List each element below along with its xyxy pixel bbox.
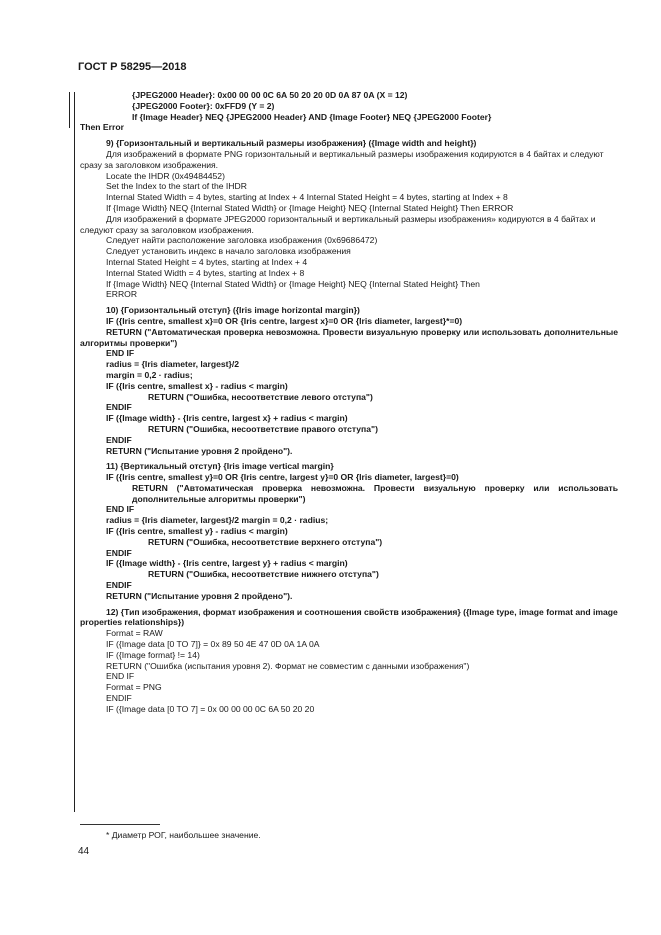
text-line: IF ({Image data [0 TO 7] = 0x 00 00 00 0C 6A 50 20 20 — [106, 703, 315, 714]
margin-rule-inner — [74, 92, 75, 812]
text-line: 9) {Горизонтальный и вертикальный размеры изображения} ({Image width and height}) — [106, 138, 477, 149]
text-line: Format = RAW — [106, 628, 163, 639]
text-line: END IF — [106, 504, 135, 515]
page-number: 44 — [78, 846, 90, 857]
text-line: {JPEG2000 Header}: 0x00 00 00 0C 6A 50 20 20 0D 0A 87 0A (X = 12) — [132, 90, 408, 100]
text-line: IF ({Iris centre, smallest y}=0 OR {Iris centre, largest y}=0 OR {Iris diameter, largest}=0) — [106, 472, 459, 483]
text-line: If {Image Width} NEQ {Internal Stated Width} or {Image Height} NEQ {Internal Stated Height} Then — [106, 278, 480, 289]
text-line: IF ({Iris centre, smallest x}=0 OR {Iris centre, largest x}=0 OR {Iris diameter, largest}*=0) — [106, 315, 463, 326]
footnote-separator — [80, 824, 160, 825]
text-line: ENDIF — [106, 402, 132, 413]
text-line: Internal Stated Width = 4 bytes, starting at Index + 8 — [106, 267, 305, 278]
text-line: 12) {Тип изображения, формат изображения и соотношения свойств изображения} ({Image type, image format and image properties relationships}) — [80, 606, 618, 628]
text-line: RETURN ("Ошибка, несоответствие левого отступа") — [148, 391, 373, 402]
text-line: RETURN ("Ошибка, несоответствие нижнего отступа") — [148, 569, 379, 580]
text-line: {JPEG2000 Footer}: 0xFFD9 (Y = 2) — [132, 100, 275, 111]
text-line: END IF — [106, 348, 135, 359]
document-header: ГОСТ Р 58295—2018 — [78, 61, 187, 73]
text-line: radius = {Iris diameter, largest}/2 margin = 0,2 · radius; — [106, 515, 329, 526]
text-line: IF ({Image data [0 TO 7]} = 0x 89 50 4E 47 0D 0A 1A 0A — [106, 639, 320, 650]
footnote: * Диаметр РОГ, наибольшее значение. — [106, 830, 261, 840]
text-line: Internal Stated Width = 4 bytes, starting at Index + 4 Internal Stated Height = 4 bytes, starting at Index + 8 — [106, 192, 508, 203]
text-line: RETURN ("Испытание уровня 2 пройдено"). — [106, 590, 293, 601]
text-line: IF ({Image width} - {Iris centre, largest y} + radius < margin) — [106, 558, 348, 569]
text-line: Для изображений в формате JPEG2000 горизонтальный и вертикальный размеры изображения» кодируются в 4 байтах и следуют сразу за заголовком изображения. — [80, 213, 596, 235]
text-line: RETURN ("Ошибка, несоответствие правого отступа") — [148, 423, 378, 434]
margin-rule-outer — [69, 92, 70, 128]
text-line: RETURN ("Ошибка, несоответствие верхнего отступа") — [148, 536, 383, 547]
text-line: IF ({Image format} != 14) — [106, 649, 200, 660]
text-line: IF ({Image width} - {Iris centre, largest x} + radius < margin) — [106, 413, 348, 424]
text-line: RETURN ("Испытание уровня 2 пройдено"). — [106, 445, 293, 456]
text-line: Set the Index to the start of the IHDR — [106, 181, 247, 192]
text-line: RETURN ("Ошибка (испытания уровня 2). Формат не совместим с данными изображения") — [106, 660, 470, 671]
text-line: If {Image Width} NEQ {Internal Stated Width} or {Image Height} NEQ {Internal Stated Height} Then ERROR — [106, 202, 514, 213]
text-line: ENDIF — [106, 434, 132, 445]
text-line: Format = PNG — [106, 682, 162, 693]
text-line: Then Error — [80, 122, 124, 133]
text-line: ENDIF — [106, 580, 132, 591]
text-line: ENDIF — [106, 693, 132, 704]
text-line: radius = {Iris diameter, largest}/2 — [106, 359, 240, 370]
document-body — [80, 90, 618, 715]
text-line: Для изображений в формате PNG горизонтальный и вертикальный размеры изображения кодируются в 4 байтах и следуют сразу за заголовком изображения. — [80, 148, 604, 170]
text-line: IF ({Iris centre, smallest y} - radius < margin) — [106, 526, 288, 537]
text-line: Locate the IHDR (0x49484452) — [106, 170, 225, 181]
text-line: ENDIF — [106, 547, 132, 558]
text-line: Следует найти расположение заголовка изображения (0x69686472) — [106, 235, 378, 246]
text-line: Следует установить индекс в начало заголовка изображения — [106, 246, 351, 257]
text-line: 10) {Горизонтальный отступ} ({Iris image horizontal margin}) — [106, 305, 360, 316]
text-line: RETURN ("Автоматическая проверка невозможна. Провести визуальную проверку или использовать дополнительные алгоритмы проверки") — [80, 326, 618, 348]
text-line: RETURN ("Автоматическая проверка невозможна. Провести визуальную проверку или использовать дополнительные алгоритмы проверки") — [132, 482, 618, 504]
text-line: END IF — [106, 671, 135, 682]
text-line: 11) {Вертикальный отступ} {Iris image vertical margin} — [106, 461, 334, 472]
text-line: Internal Stated Height = 4 bytes, starting at Index + 4 — [106, 256, 308, 267]
text-line: ERROR — [106, 289, 138, 300]
text-line: margin = 0,2 · radius; — [106, 369, 193, 380]
text-line: If {Image Header} NEQ {JPEG2000 Header} AND {Image Footer} NEQ {JPEG2000 Footer} — [132, 111, 492, 122]
text-line: IF ({Iris centre, smallest x} - radius < margin) — [106, 380, 288, 391]
